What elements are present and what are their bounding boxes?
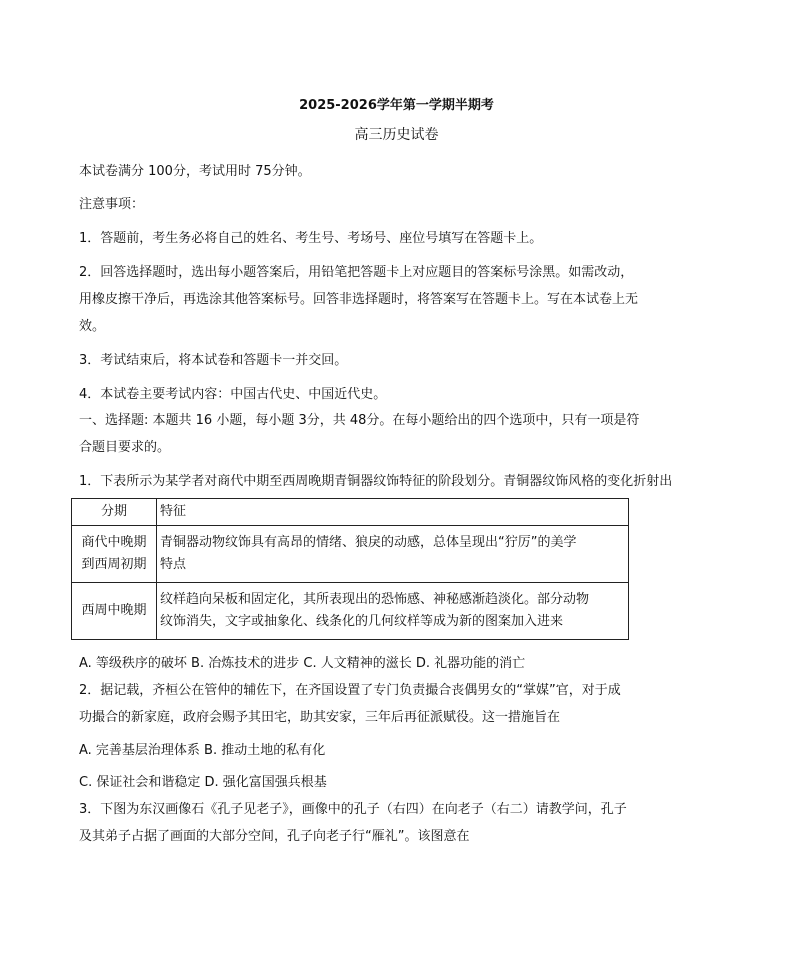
table-header-row xyxy=(72,499,629,526)
note-3: 3．考试结束后，将本试卷和答题卡一并交回。 xyxy=(79,353,348,368)
q3-stem-line1: 3．下图为东汉画像石《孔子见老子》，画像中的孔子（右四）在向老子（右二）请教学问，孔子 xyxy=(79,802,627,817)
note-2-line3: 效。 xyxy=(79,319,106,334)
score-line: 本试卷满分 100分，考试用时 75分钟。 xyxy=(79,164,311,179)
period-line: 到西周初期 xyxy=(81,557,147,572)
table-header-feature: 特征 xyxy=(157,499,629,526)
note-2-line2: 用橡皮擦干净后，再选涂其他答案标号。回答非选择题时，将答案写在答题卡上。写在本试卷上无 xyxy=(79,292,639,307)
note-4: 4．本试卷主要考试内容：中国古代史、中国近代史。 xyxy=(79,387,387,402)
q3-stem-line2: 及其弟子占据了画面的大部分空间，孔子向老子行“雁礼”。该图意在 xyxy=(79,829,470,844)
q2-stem-line2: 功撮合的新家庭，政府会赐予其田宅，助其安家，三年后再征派赋役。这一措施旨在 xyxy=(79,710,561,725)
section1-heading-line2: 合题目要求的。 xyxy=(79,440,171,455)
table-cell-feature xyxy=(157,526,629,583)
table-header-period: 分期 xyxy=(72,499,157,526)
note-1: 1．答题前，考生务必将自己的姓名、考生号、考场号、座位号填写在答题卡上。 xyxy=(79,231,543,246)
exam-title: 2025-2026学年第一学期半期考 xyxy=(299,98,494,113)
feature-line: 特点 xyxy=(160,557,187,572)
notice-title: 注意事项： xyxy=(79,197,145,212)
table-cell-period xyxy=(72,526,157,583)
period-line: 商代中晚期 xyxy=(81,535,147,550)
table-cell-period xyxy=(72,583,157,640)
feature-line: 纹样趋向呆板和固定化，其所表现出的恐怖感、神秘感渐趋淡化。部分动物 xyxy=(160,592,590,607)
feature-line: 青铜器动物纹饰具有高昂的情绪、狼戾的动感，总体呈现出“狞厉”的美学 xyxy=(160,535,577,550)
note-2-line1: 2．回答选择题时，选出每小题答案后，用铅笔把答题卡上对应题目的答案标号涂黑。如需改动， xyxy=(79,265,634,280)
q1-options: A. 等级秩序的破坏 B. 冶炼技术的进步 C. 人文精神的滋长 D. 礼器功能的消亡 xyxy=(79,656,526,671)
period-line: 西周中晚期 xyxy=(81,603,147,618)
table-row xyxy=(72,583,629,640)
q2-stem-line1: 2．据记载，齐桓公在管仲的辅佐下，在齐国设置了专门负责撮合丧偶男女的“掌媒”官，对于成 xyxy=(79,683,621,698)
section1-heading-line1: 一、选择题: 本题共 16 小题，每小题 3分，共 48分。在每小题给出的四个选项中，只有一项是符 xyxy=(79,413,640,428)
q2-options-line2: C. 保证社会和谐稳定 D. 强化富国强兵根基 xyxy=(79,775,327,790)
q2-options-line1: A. 完善基层治理体系 B. 推动土地的私有化 xyxy=(79,743,326,758)
exam-subtitle: 高三历史试卷 xyxy=(354,127,439,143)
q1-table xyxy=(71,498,629,640)
q1-stem: 1．下表所示为某学者对商代中期至西周晚期青铜器纹饰特征的阶段划分。青铜器纹饰风格的变化折射出 xyxy=(79,474,673,489)
table-cell-feature xyxy=(157,583,629,640)
table-row xyxy=(72,526,629,583)
feature-line: 纹饰消失，文字或抽象化、线条化的几何纹样等成为新的图案加入进来 xyxy=(160,614,564,629)
